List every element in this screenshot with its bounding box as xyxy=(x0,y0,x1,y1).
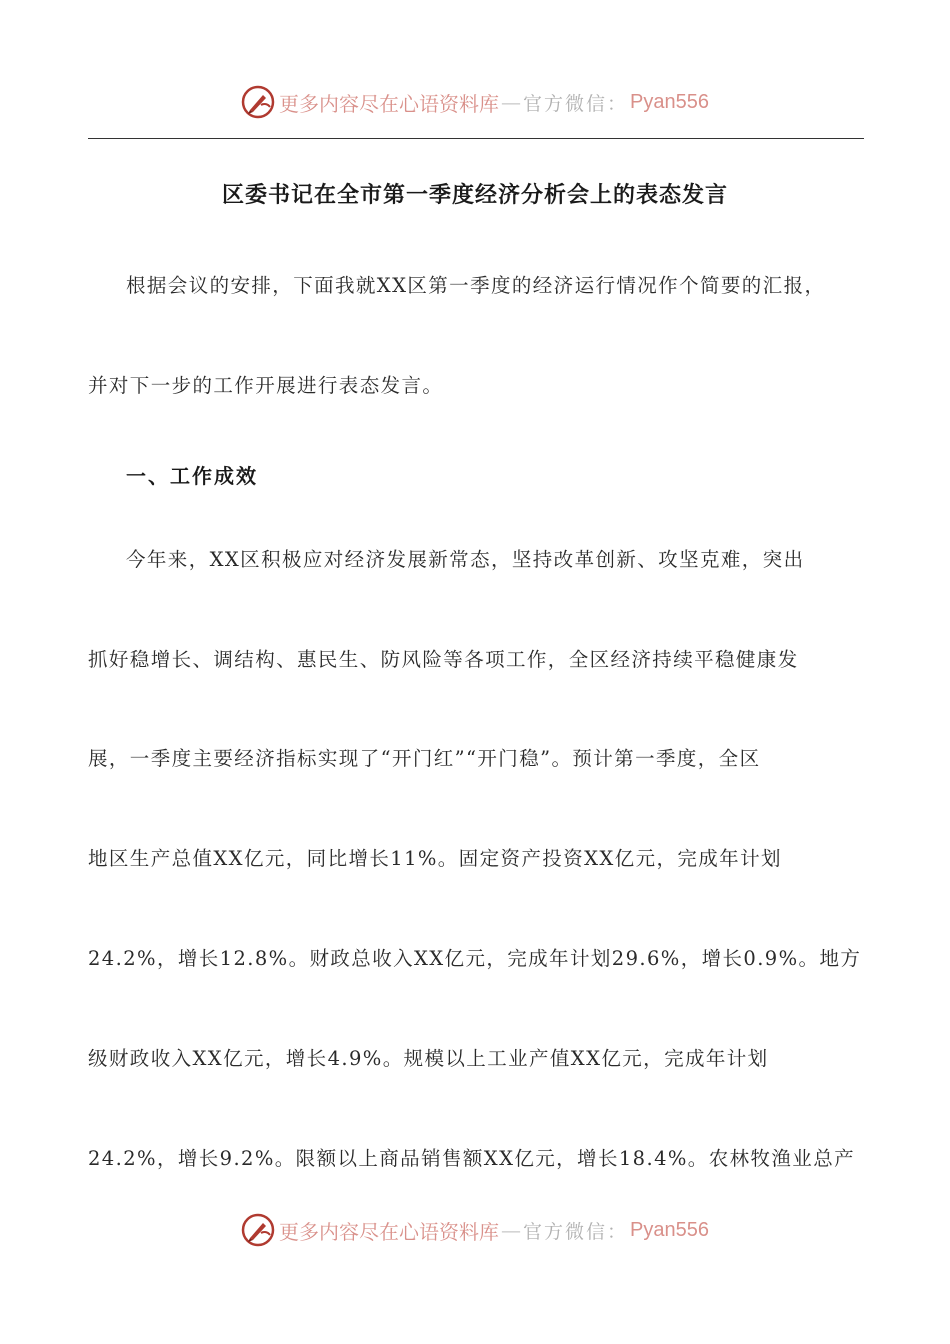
paragraph-1-line-1: 根据会议的安排，下面我就XX区第一季度的经济运行情况作个简要的汇报， xyxy=(126,274,826,297)
paragraph-2-line-1: 今年来，XX区积极应对经济发展新常态，坚持改革创新、攻坚克难，突出 xyxy=(126,548,805,571)
pen-logo-icon xyxy=(241,85,275,119)
paragraph-2-line-4: 地区生产总值XX亿元，同比增长11%。固定资产投资XX亿元，完成年计划 xyxy=(88,847,782,870)
header-banner xyxy=(0,82,950,122)
paragraph-2-line-5: 24.2%，增长12.8%。财政总收入XX亿元，完成年计划29.6%，增长0.9%。地方 xyxy=(88,947,862,970)
banner-wechat-id: Pyan556 xyxy=(630,1218,709,1241)
header-divider xyxy=(88,138,864,139)
footer-banner xyxy=(0,1210,950,1250)
paragraph-2-line-6: 级财政收入XX亿元，增长4.9%。规模以上工业产值XX亿元，完成年计划 xyxy=(88,1047,769,1070)
paragraph-2-line-3: 展，一季度主要经济指标实现了“开门红”“开门稳”。预计第一季度，全区 xyxy=(88,747,761,770)
banner-wechat-label: 官方微信： xyxy=(523,92,629,115)
banner-wechat-label: 官方微信： xyxy=(523,1220,629,1243)
pen-logo-icon xyxy=(241,1213,275,1247)
document-title: 区委书记在全市第一季度经济分析会上的表态发言 xyxy=(221,183,728,208)
banner-dash: — xyxy=(501,1218,521,1242)
banner-site-name: 更多内容尽在心语资料库 xyxy=(279,1219,499,1244)
banner-site-name: 更多内容尽在心语资料库 xyxy=(279,91,499,116)
banner-dash: — xyxy=(501,90,521,114)
paragraph-2-line-2: 抓好稳增长、调结构、惠民生、防风险等各项工作，全区经济持续平稳健康发 xyxy=(88,648,799,671)
paragraph-1-line-2: 并对下一步的工作开展进行表态发言。 xyxy=(88,374,444,397)
paragraph-2-line-7: 24.2%，增长9.2%。限额以上商品销售额XX亿元，增长18.4%。农林牧渔业总产 xyxy=(88,1147,855,1170)
section-heading-1: 一、工作成效 xyxy=(126,464,258,488)
banner-wechat-id: Pyan556 xyxy=(630,90,709,113)
